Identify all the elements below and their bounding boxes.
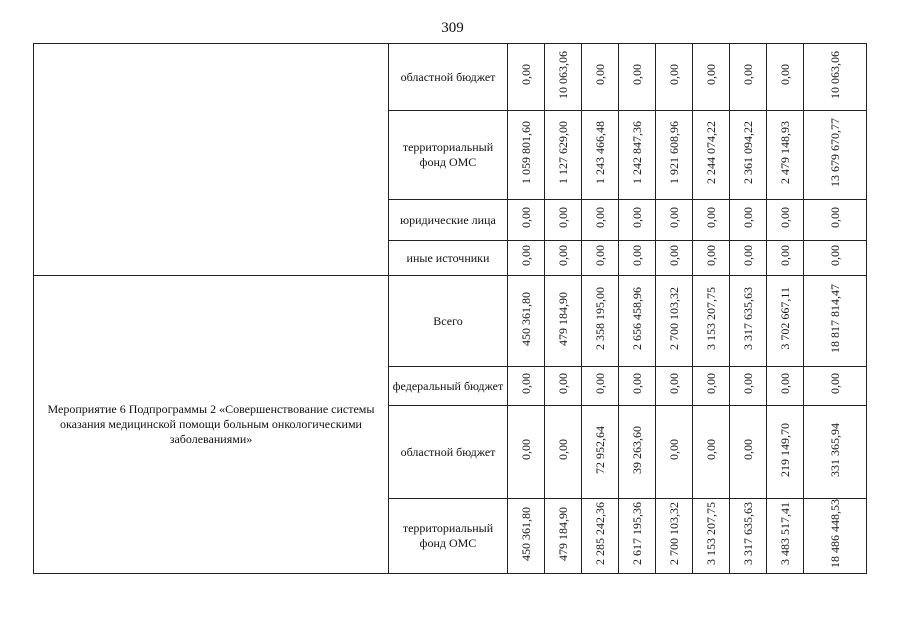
funding-source: территориальный фонд ОМС bbox=[389, 111, 508, 200]
value-cell: 0,00 bbox=[741, 64, 755, 85]
value-cell: 0,00 bbox=[519, 439, 533, 460]
value-cell: 450 361,80 bbox=[519, 506, 533, 561]
value-cell: 0,00 bbox=[630, 373, 644, 394]
value-cell: 0,00 bbox=[778, 207, 792, 228]
value-cell: 0,00 bbox=[704, 64, 718, 85]
value-cell: 0,00 bbox=[741, 373, 755, 394]
table-row bbox=[34, 44, 867, 111]
total-cell: 0,00 bbox=[828, 207, 842, 228]
value-cell: 3 153 207,75 bbox=[704, 287, 718, 350]
funding-source: иные источники bbox=[389, 241, 508, 276]
value-cell: 3 153 207,75 bbox=[704, 502, 718, 565]
value-cell: 3 483 517,41 bbox=[778, 502, 792, 565]
funding-source: юридические лица bbox=[389, 200, 508, 241]
funding-source: областной бюджет bbox=[389, 406, 508, 499]
value-cell: 0,00 bbox=[593, 207, 607, 228]
value-cell: 1 242 847,36 bbox=[630, 121, 644, 184]
value-cell: 0,00 bbox=[704, 207, 718, 228]
value-cell: 3 317 635,63 bbox=[741, 502, 755, 565]
total-cell: 18 486 448,53 bbox=[828, 499, 842, 568]
value-cell: 0,00 bbox=[667, 439, 681, 460]
total-cell: 331 365,94 bbox=[828, 422, 842, 477]
value-cell: 1 921 608,96 bbox=[667, 121, 681, 184]
value-cell: 2 358 195,00 bbox=[593, 287, 607, 350]
value-cell: 0,00 bbox=[741, 439, 755, 460]
value-cell: 0,00 bbox=[667, 373, 681, 394]
total-cell: 0,00 bbox=[828, 245, 842, 266]
total-cell: 18 817 814,47 bbox=[828, 284, 842, 353]
value-cell: 219 149,70 bbox=[778, 422, 792, 477]
value-cell: 2 285 242,36 bbox=[593, 502, 607, 565]
value-cell: 3 702 667,11 bbox=[778, 287, 792, 350]
funding-source: территориальный фонд ОМС bbox=[389, 499, 508, 574]
event-cell bbox=[34, 44, 389, 276]
value-cell: 0,00 bbox=[519, 207, 533, 228]
value-cell: 39 263,60 bbox=[630, 425, 644, 474]
value-cell: 479 184,90 bbox=[556, 291, 570, 346]
value-cell: 0,00 bbox=[630, 64, 644, 85]
value-cell: 2 479 148,93 bbox=[778, 121, 792, 184]
value-cell: 0,00 bbox=[556, 245, 570, 266]
funding-source: федеральный бюджет bbox=[389, 367, 508, 406]
value-cell: 0,00 bbox=[667, 64, 681, 85]
value-cell: 0,00 bbox=[519, 373, 533, 394]
value-cell: 479 184,90 bbox=[556, 506, 570, 561]
total-cell: 10 063,06 bbox=[828, 50, 842, 99]
value-cell: 0,00 bbox=[704, 373, 718, 394]
total-cell: 0,00 bbox=[828, 373, 842, 394]
value-cell: 2 244 074,22 bbox=[704, 121, 718, 184]
value-cell: 0,00 bbox=[519, 245, 533, 266]
value-cell: 1 059 801,60 bbox=[519, 121, 533, 184]
total-cell: 13 679 670,77 bbox=[828, 118, 842, 187]
value-cell: 1 127 629,00 bbox=[556, 121, 570, 184]
value-cell: 0,00 bbox=[556, 373, 570, 394]
value-cell: 450 361,80 bbox=[519, 291, 533, 346]
value-cell: 0,00 bbox=[593, 373, 607, 394]
value-cell: 0,00 bbox=[593, 64, 607, 85]
value-cell: 0,00 bbox=[593, 245, 607, 266]
value-cell: 1 243 466,48 bbox=[593, 121, 607, 184]
value-cell: 0,00 bbox=[519, 64, 533, 85]
value-cell: 2 656 458,96 bbox=[630, 287, 644, 350]
value-cell: 2 361 094,22 bbox=[741, 121, 755, 184]
value-cell: 2 700 103,32 bbox=[667, 287, 681, 350]
value-cell: 0,00 bbox=[630, 207, 644, 228]
value-cell: 2 617 195,36 bbox=[630, 502, 644, 565]
funding-table bbox=[33, 43, 867, 574]
value-cell: 0,00 bbox=[704, 245, 718, 266]
value-cell: 0,00 bbox=[704, 439, 718, 460]
value-cell: 2 700 103,32 bbox=[667, 502, 681, 565]
funding-source: областной бюджет bbox=[389, 44, 508, 111]
page-number: 309 bbox=[441, 20, 464, 36]
value-cell: 0,00 bbox=[630, 245, 644, 266]
value-cell: 10 063,06 bbox=[556, 50, 570, 99]
value-cell: 3 317 635,63 bbox=[741, 287, 755, 350]
value-cell: 0,00 bbox=[778, 64, 792, 85]
value-cell: 0,00 bbox=[556, 439, 570, 460]
value-cell: 0,00 bbox=[778, 245, 792, 266]
value-cell: 0,00 bbox=[741, 245, 755, 266]
value-cell: 0,00 bbox=[741, 207, 755, 228]
value-cell: 0,00 bbox=[778, 373, 792, 394]
funding-source: Всего bbox=[389, 276, 508, 367]
table-row bbox=[34, 276, 867, 367]
value-cell: 0,00 bbox=[556, 207, 570, 228]
value-cell: 0,00 bbox=[667, 245, 681, 266]
value-cell: 72 952,64 bbox=[593, 425, 607, 474]
event-title: Мероприятие 6 Подпрограммы 2 «Совершенствование системы оказания медицинской помощи больным онкологическими заболеваниями» bbox=[34, 276, 389, 574]
value-cell: 0,00 bbox=[667, 207, 681, 228]
